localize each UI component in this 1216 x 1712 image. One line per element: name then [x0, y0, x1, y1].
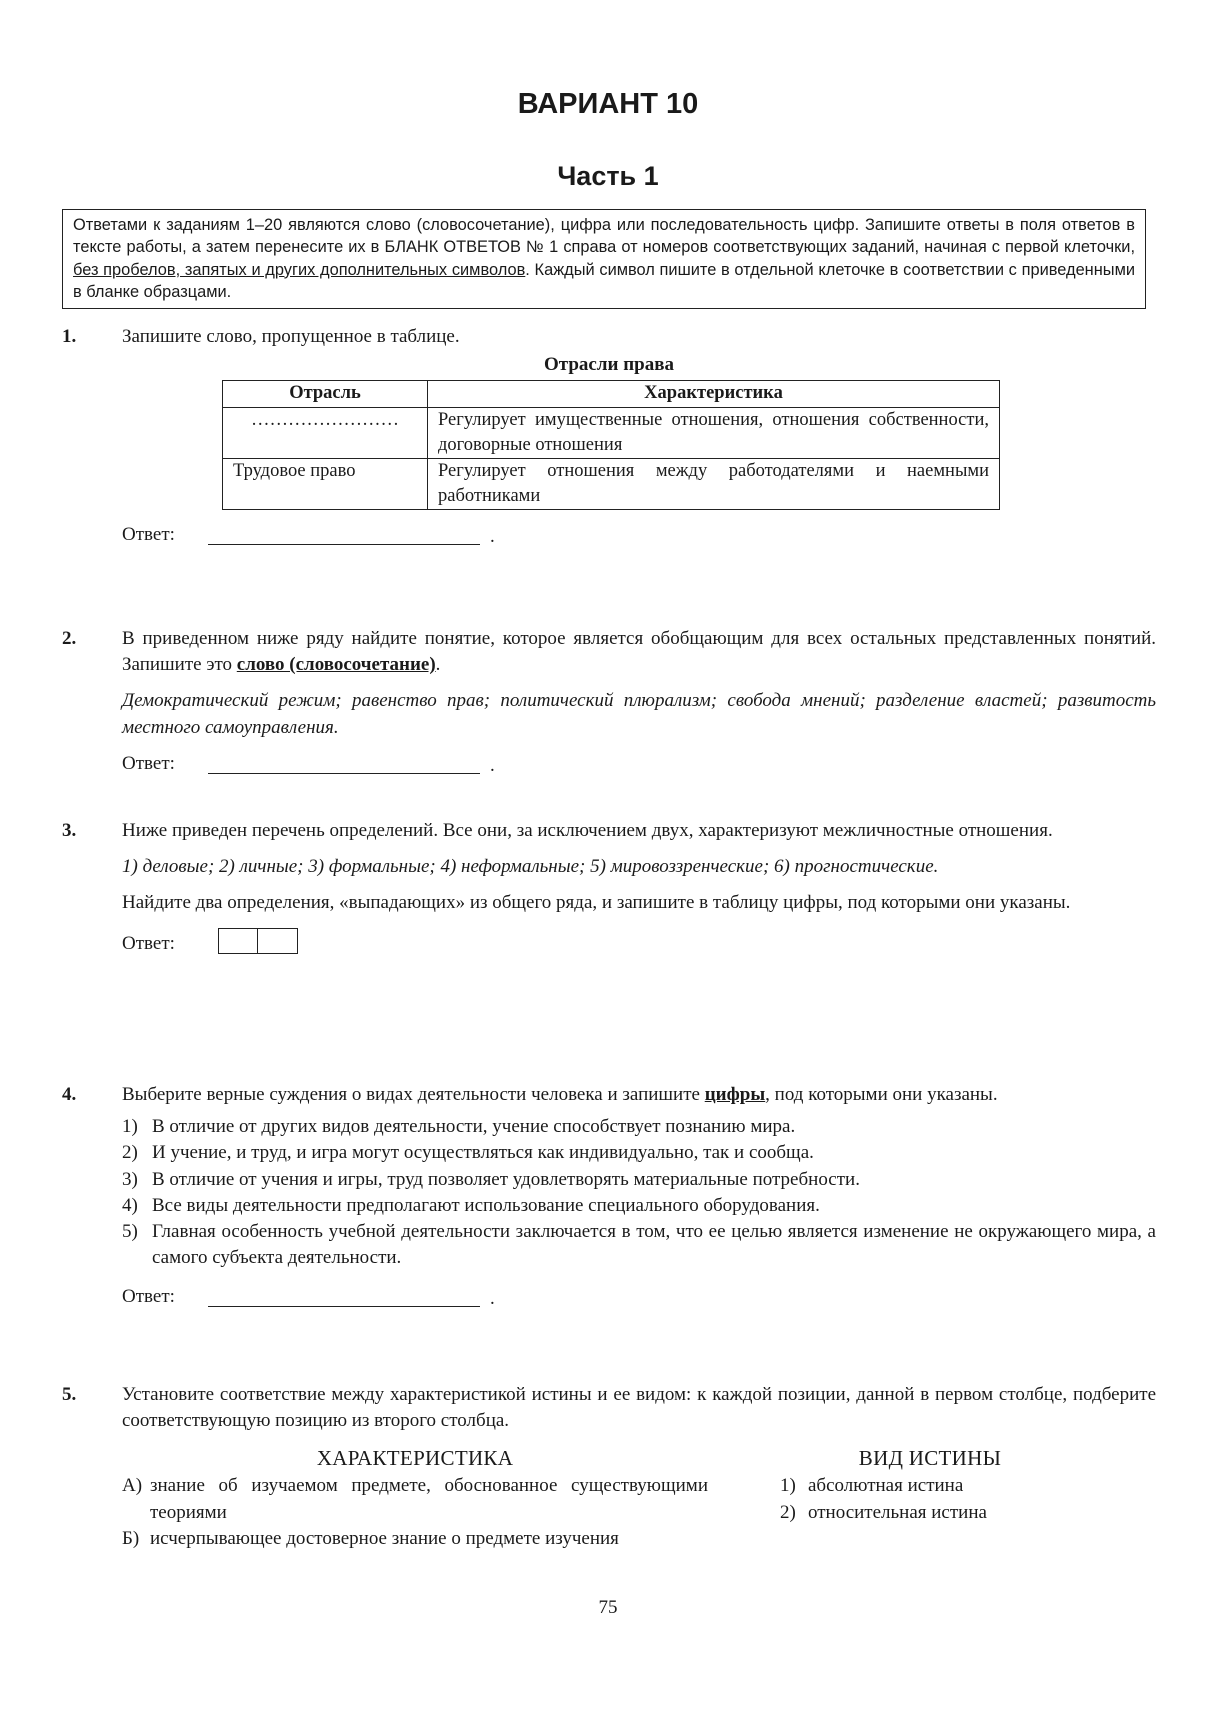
answer-label: Ответ: — [122, 932, 175, 954]
description-cell: Регулирует имущественные отношения, отношения собственности, договорные отношения — [428, 407, 1000, 458]
task-text: В приведенном ниже ряду найдите понятие, которое является обобщающим для всех остальных представленных понятий. Запишите это слово (словосочетание). — [122, 628, 1156, 676]
answer-cell[interactable] — [218, 928, 258, 954]
answer-cell[interactable] — [258, 928, 298, 954]
task-number: 4. — [62, 1084, 77, 1105]
column-header: ВИД ИСТИНЫ — [858, 1446, 1002, 1471]
answer-line[interactable] — [208, 773, 480, 774]
answer-row — [122, 751, 1156, 781]
list-item: 2) И учение, и труд, и игра могут осуществляться как индивидуально, так и сообща. — [122, 1142, 814, 1164]
task-1 — [62, 324, 1156, 552]
task-3 — [62, 818, 1156, 961]
statements-list — [122, 1114, 1156, 1271]
column-header: ХАРАКТЕРИСТИКА — [316, 1446, 514, 1471]
answer-row — [122, 522, 1156, 552]
table-header-row — [223, 381, 1000, 407]
table-title: Отрасли права — [544, 354, 674, 376]
instruction-underlined: без пробелов, запятых и других дополнительных символов — [73, 260, 526, 279]
list-item: 5) Главная особенность учебной деятельности заключается в том, что ее целью является изменение не окружающего мира, а самого субъекта деятельности. — [122, 1221, 1156, 1269]
answer-row — [122, 931, 1156, 961]
instruction-text-end: . Каждый символ пишите в отдельной клеточке в соответствии с приведенными в бланке образцами. — [73, 260, 1135, 301]
answer-dot: . — [490, 526, 495, 548]
answer-line[interactable] — [208, 544, 480, 545]
description-cell: Регулирует отношения между работодателями и наемными работниками — [428, 458, 1000, 509]
task-options: 1) деловые; 2) личные; 3) формальные; 4) неформальные; 5) мировоззренческие; 6) прогностические. — [122, 856, 939, 878]
list-item: 3) В отличие от учения и игры, труд позволяет удовлетворять материальные потребности. — [122, 1168, 860, 1190]
characteristic-item: А) знание об изучаемом предмете, обоснованное существующими теориями — [122, 1475, 708, 1523]
column-header: Характеристика — [428, 381, 1000, 407]
truth-types-column — [780, 1444, 1080, 1525]
answer-label: Ответ: — [122, 524, 175, 546]
answer-line[interactable] — [208, 1306, 480, 1307]
task-text: Установите соответствие между характеристикой истины и ее видом: к каждой позиции, данной в первом столбце, подберите соответствующую позицию из второго столбца. — [122, 1384, 1156, 1432]
matching-block — [122, 1444, 1156, 1574]
truth-type-item: 2) относительная истина — [780, 1501, 987, 1523]
task-number: 1. — [62, 326, 77, 347]
branch-cell: Трудовое право — [223, 458, 428, 509]
branches-table — [222, 380, 1000, 510]
task-5 — [62, 1382, 1156, 1574]
variant-title: ВАРИАНТ 10 — [517, 88, 699, 120]
task-text: Ниже приведен перечень определений. Все они, за исключением двух, характеризуют межличностные отношения. — [122, 820, 1053, 841]
task-instruction: Найдите два определения, «выпадающих» из общего ряда, и запишите в таблицу цифры, под которыми они указаны. — [122, 892, 1071, 914]
column-header: Отрасль — [223, 381, 428, 407]
task-text: Запишите слово, пропущенное в таблице. — [122, 326, 460, 347]
answer-row — [122, 1284, 1156, 1314]
instruction-box — [62, 209, 1146, 309]
table-row — [223, 458, 1000, 509]
table-row — [223, 407, 1000, 458]
answer-boxes — [218, 928, 298, 954]
answer-dot: . — [490, 754, 495, 776]
part-title: Часть 1 — [557, 161, 659, 191]
task-number: 3. — [62, 820, 77, 841]
characteristics-column — [122, 1444, 708, 1552]
task-4 — [62, 1082, 1156, 1314]
task-emphasis: слово (словосочетание) — [236, 654, 436, 676]
task-2 — [62, 626, 1156, 781]
truth-type-item: 1) абсолютная истина — [780, 1475, 964, 1497]
task-number: 2. — [62, 628, 77, 649]
answer-label: Ответ: — [122, 1285, 175, 1307]
answer-dot: . — [490, 1287, 495, 1309]
answer-label: Ответ: — [122, 752, 175, 774]
instruction-text: Ответами к заданиям 1–20 являются слово (словосочетание), цифра или последовательность цифр. Запишите ответы в поля ответов в тексте работы, а затем перенесите их в БЛАНК ОТВЕТОВ № 1 справа от номеров соответствующих заданий, начиная с первой клеточки, — [73, 216, 1135, 257]
list-item: 4) Все виды деятельности предполагают использование специального оборудования. — [122, 1194, 820, 1216]
list-item: 1) В отличие от других видов деятельности, учение способствует познанию мира. — [122, 1116, 796, 1138]
task-number: 5. — [62, 1384, 77, 1405]
task-terms: Демократический режим; равенство прав; политический плюрализм; свобода мнений; разделение властей; развитость местного самоуправления. — [122, 690, 1156, 738]
page-number: 75 — [598, 1597, 618, 1618]
task-text: Выберите верные суждения о видах деятельности человека и запишите цифры, под которыми они указаны. — [122, 1084, 998, 1105]
missing-branch-cell: …………………… — [223, 407, 428, 458]
characteristic-item: Б) исчерпывающее достоверное знание о предмете изучения — [122, 1527, 619, 1549]
task-emphasis: цифры — [704, 1084, 766, 1105]
